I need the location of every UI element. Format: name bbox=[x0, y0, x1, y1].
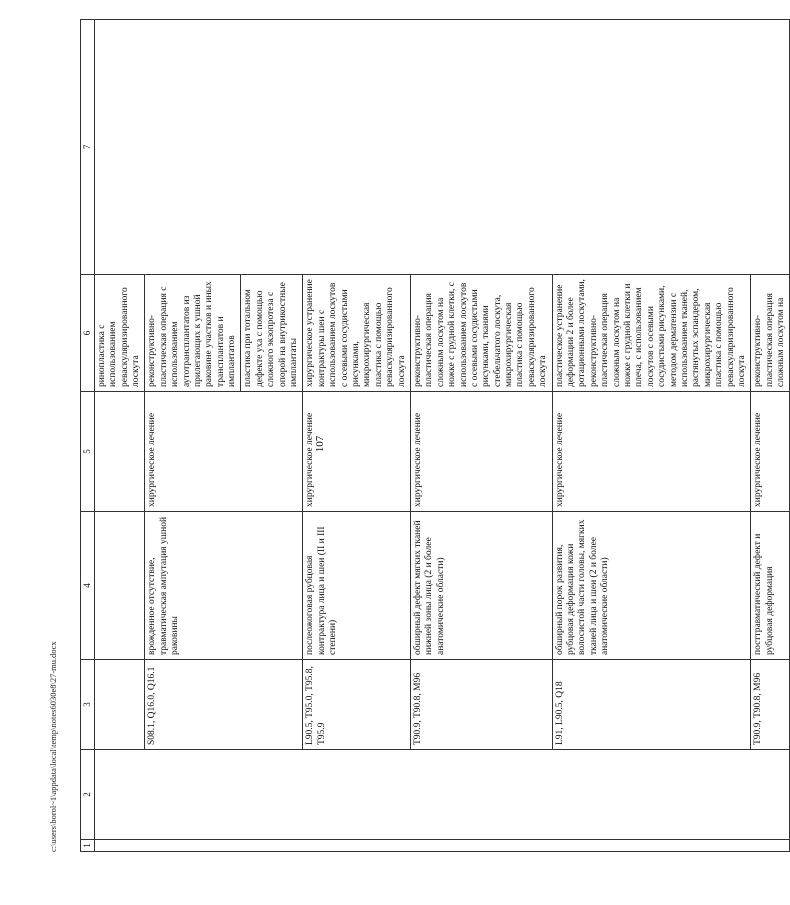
column-number: 2 bbox=[81, 750, 95, 840]
codes-cell: T90.9, T90.8, M96 bbox=[751, 660, 790, 750]
column-number: 5 bbox=[81, 392, 95, 512]
column-number: 1 bbox=[81, 840, 95, 852]
method-cell: ринопластика с использованием реваскуляризированного лоскута bbox=[94, 275, 145, 392]
model-cell: посттравматический дефект и рубцовая деформация bbox=[751, 512, 790, 660]
model-cell: обширный порок развития, рубцовая деформация кожи волосистой части головы, мягких тканей лица и шеи (2 и более анатомические области) bbox=[552, 512, 751, 660]
model-cell: послеожоговая рубцовая контрактура лица и шеи (II и III степени) bbox=[303, 512, 411, 660]
treatment-cell: хирургическое лечение bbox=[410, 392, 552, 512]
method-cell: реконструктивно-пластическая операция сложным лоскутом на ножке с грудной клетки, с использованием лоскутов с осевыми сосудистыми рисунками, тканями стебельчатого лоскута, микрохирургическая пластика с помощью реваскуляризированного лоскута bbox=[410, 275, 552, 392]
model-cell bbox=[94, 512, 145, 660]
column-number: 7 bbox=[81, 20, 95, 275]
codes-cell: L90.5, T95.0, T95.8, T95.9 bbox=[303, 660, 411, 750]
table-row bbox=[94, 20, 145, 852]
column-number: 6 bbox=[81, 275, 95, 392]
method-cell: реконструктивно-пластическая операция сложным лоскутом на bbox=[751, 275, 790, 392]
treatment-cell: хирургическое лечение bbox=[751, 392, 790, 512]
column-number: 3 bbox=[81, 660, 95, 750]
codes-cell: L91, L90.5, Q18 bbox=[552, 660, 751, 750]
treatment-cell: хирургическое лечение bbox=[552, 392, 751, 512]
codes-cell: T90.9, T90.8, M96 bbox=[410, 660, 552, 750]
model-cell: обширный дефект мягких тканей нижней зоны лица (2 и более анатомические области) bbox=[410, 512, 552, 660]
col2-cell bbox=[94, 750, 790, 840]
col7-cell bbox=[94, 20, 790, 275]
page-number: 107 bbox=[314, 435, 326, 453]
treatment-cell: хирургическое лечение bbox=[303, 392, 411, 512]
treatment-cell bbox=[94, 392, 145, 512]
treatment-cell: хирургическое лечение bbox=[145, 392, 303, 512]
method-cell: пластика при тотальном дефекте уха с помощью сложного экзопротеза с опорой на внутрикостные имплантаты bbox=[241, 275, 303, 392]
method-cell: пластическое устранение деформации 2 и более ротационными лоскутами, реконструктивно-пластическая операция сложным лоскутом на ножке с грудной клетки и плеча, с использованием лоскутов с осевыми сосудистыми рисунками, методом дерматензии с использованием тканей, растянутых эспандером, микрохирургическая пластика с помощью реваскуляризированного лоскута bbox=[552, 275, 751, 392]
codes-cell: S08.1, Q16.0, Q16.1 bbox=[145, 660, 303, 750]
model-cell: врожденное отсутствие, травматическая ампутация ушной раковины bbox=[145, 512, 303, 660]
col1-cell bbox=[94, 840, 790, 852]
footer-file-path: c:\users\borol~1\appdata\local\temp\notes6030e8\27-mu.docx bbox=[48, 641, 58, 852]
codes-cell bbox=[94, 660, 145, 750]
method-cell: реконструктивно-пластическая операция с использованием аутотрансплантатов из прилегающих к ушной раковине участков и иных трансплантатов и имплантатов bbox=[145, 275, 241, 392]
column-number: 4 bbox=[81, 512, 95, 660]
rotated-table-wrapper bbox=[80, 20, 787, 852]
method-cell: хирургическое устранение контрактуры шеи с использованием лоскутов с осевыми сосудистыми рисунками, микрохирургическая пластика с помощью реваскуляризированного лоскута bbox=[303, 275, 411, 392]
table-body bbox=[81, 20, 790, 852]
procedures-table bbox=[80, 19, 790, 852]
column-number-row bbox=[81, 20, 95, 852]
